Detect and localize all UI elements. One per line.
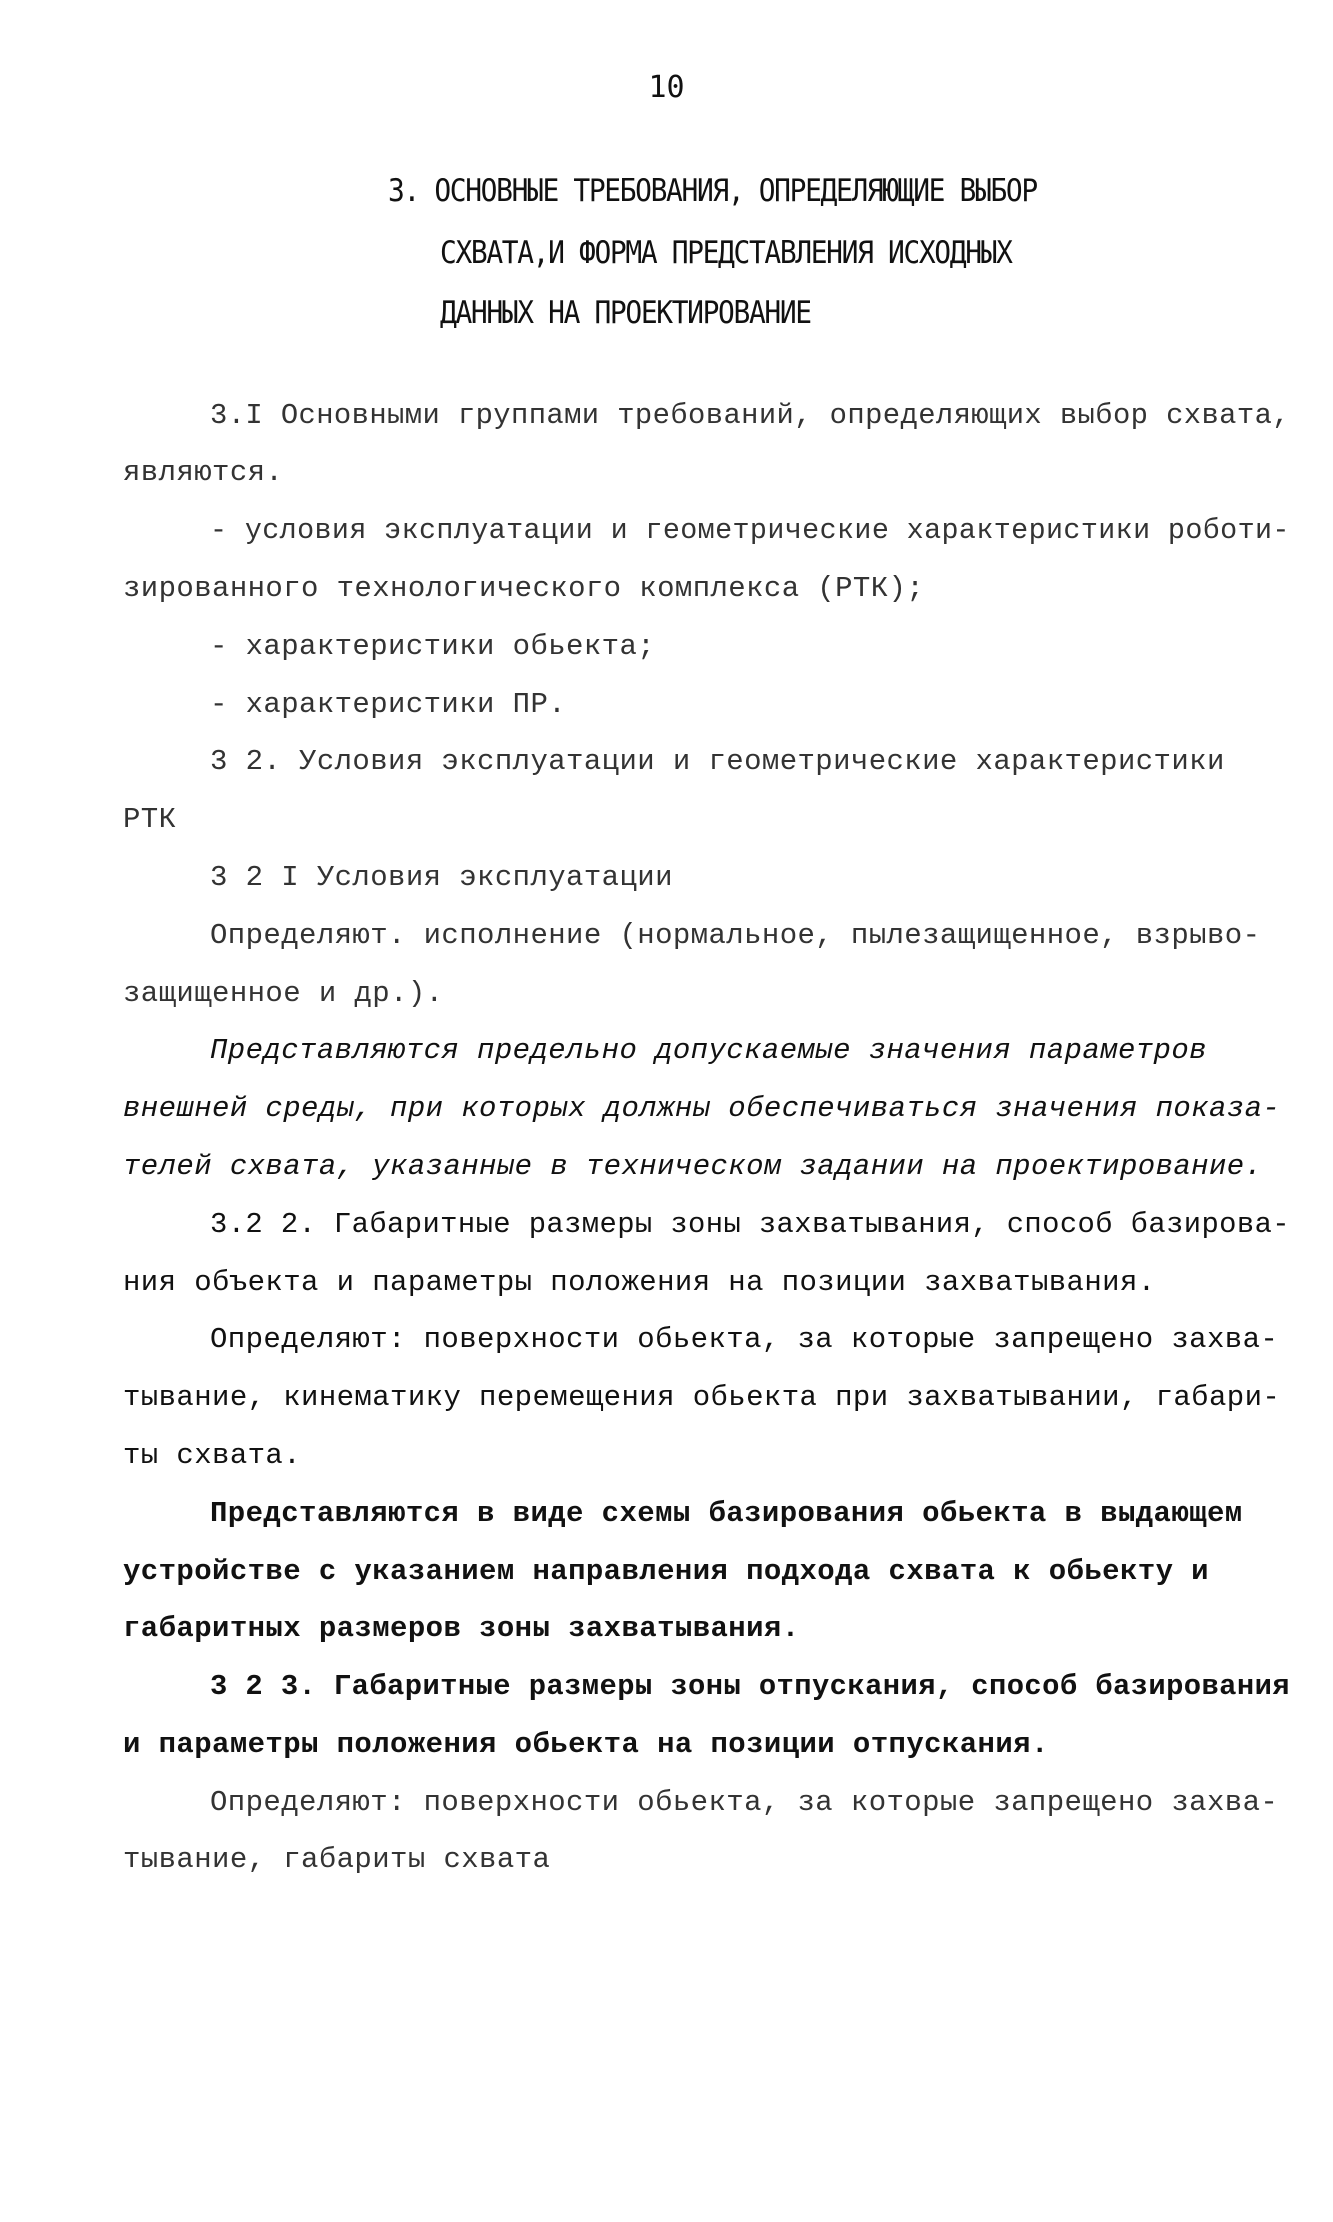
paragraph-line: 3 2 3. Габаритные размеры зоны отпускания, способ базирования: [210, 1670, 1291, 1703]
paragraph-line: Определяют: поверхности обьекта, за которые запрещено захва-: [210, 1323, 1279, 1356]
paragraph-line: ния объекта и параметры положения на позиции захватывания.: [123, 1266, 1156, 1299]
paragraph-line: ты схвата.: [123, 1439, 302, 1472]
paragraph-line: зированного технологического комплекса (РТК);: [123, 572, 925, 605]
section-heading-line-1: 3. ОСНОВНЫЕ ТРЕБОВАНИЯ, ОПРЕДЕЛЯЮЩИЕ ВЫБОР: [388, 173, 1037, 209]
paragraph-line: 3.I Основными группами требований, определяющих выбор схвата,: [210, 399, 1291, 432]
paragraph-line: Представляются предельно допускаемые значения параметров: [210, 1034, 1207, 1067]
paragraph-line: 3 2 I Условия эксплуатации: [210, 861, 673, 894]
paragraph-line: внешней среды, при которых должны обеспечиваться значения показа-: [123, 1092, 1281, 1125]
paragraph-line: устройстве с указанием направления подхода схвата к обьекту и: [123, 1555, 1209, 1588]
paragraph-line: - условия эксплуатации и геометрические характеристики роботи-: [210, 514, 1290, 547]
paragraph-line: и параметры положения обьекта на позиции отпускания.: [123, 1728, 1049, 1761]
paragraph-line: 3.2 2. Габаритные размеры зоны захватывания, способ базирова-: [210, 1208, 1291, 1241]
paragraph-line: Представляются в виде схемы базирования обьекта в выдающем: [210, 1497, 1243, 1530]
paragraph-line: 3 2. Условия эксплуатации и геометрические характеристики: [210, 745, 1225, 778]
paragraph-line: Определяют. исполнение (нормальное, пылезащищенное, взрыво-: [210, 919, 1261, 952]
paragraph-line: Определяют: поверхности обьекта, за которые запрещено захва-: [210, 1786, 1279, 1819]
paragraph-line: - характеристики обьекта;: [210, 630, 656, 663]
section-heading-line-3: ДАННЫХ НА ПРОЕКТИРОВАНИЕ: [440, 295, 811, 331]
section-heading-line-2: СХВАТА,И ФОРМА ПРЕДСТАВЛЕНИЯ ИСХОДНЫХ: [440, 235, 1012, 271]
paragraph-line: габаритных размеров зоны захватывания.: [123, 1612, 800, 1645]
paragraph-line: тывание, габариты схвата: [123, 1843, 551, 1876]
page-number: 10: [648, 70, 685, 105]
paragraph-line: тывание, кинематику перемещения обьекта при захватывании, габари-: [123, 1381, 1281, 1414]
paragraph-line: РТК: [123, 803, 177, 836]
paragraph-line: телей схвата, указанные в техническом задании на проектирование.: [123, 1150, 1263, 1183]
paragraph-line: являются.: [123, 456, 284, 489]
paragraph-line: - характеристики ПР.: [210, 688, 567, 721]
paragraph-line: защищенное и др.).: [123, 977, 444, 1010]
